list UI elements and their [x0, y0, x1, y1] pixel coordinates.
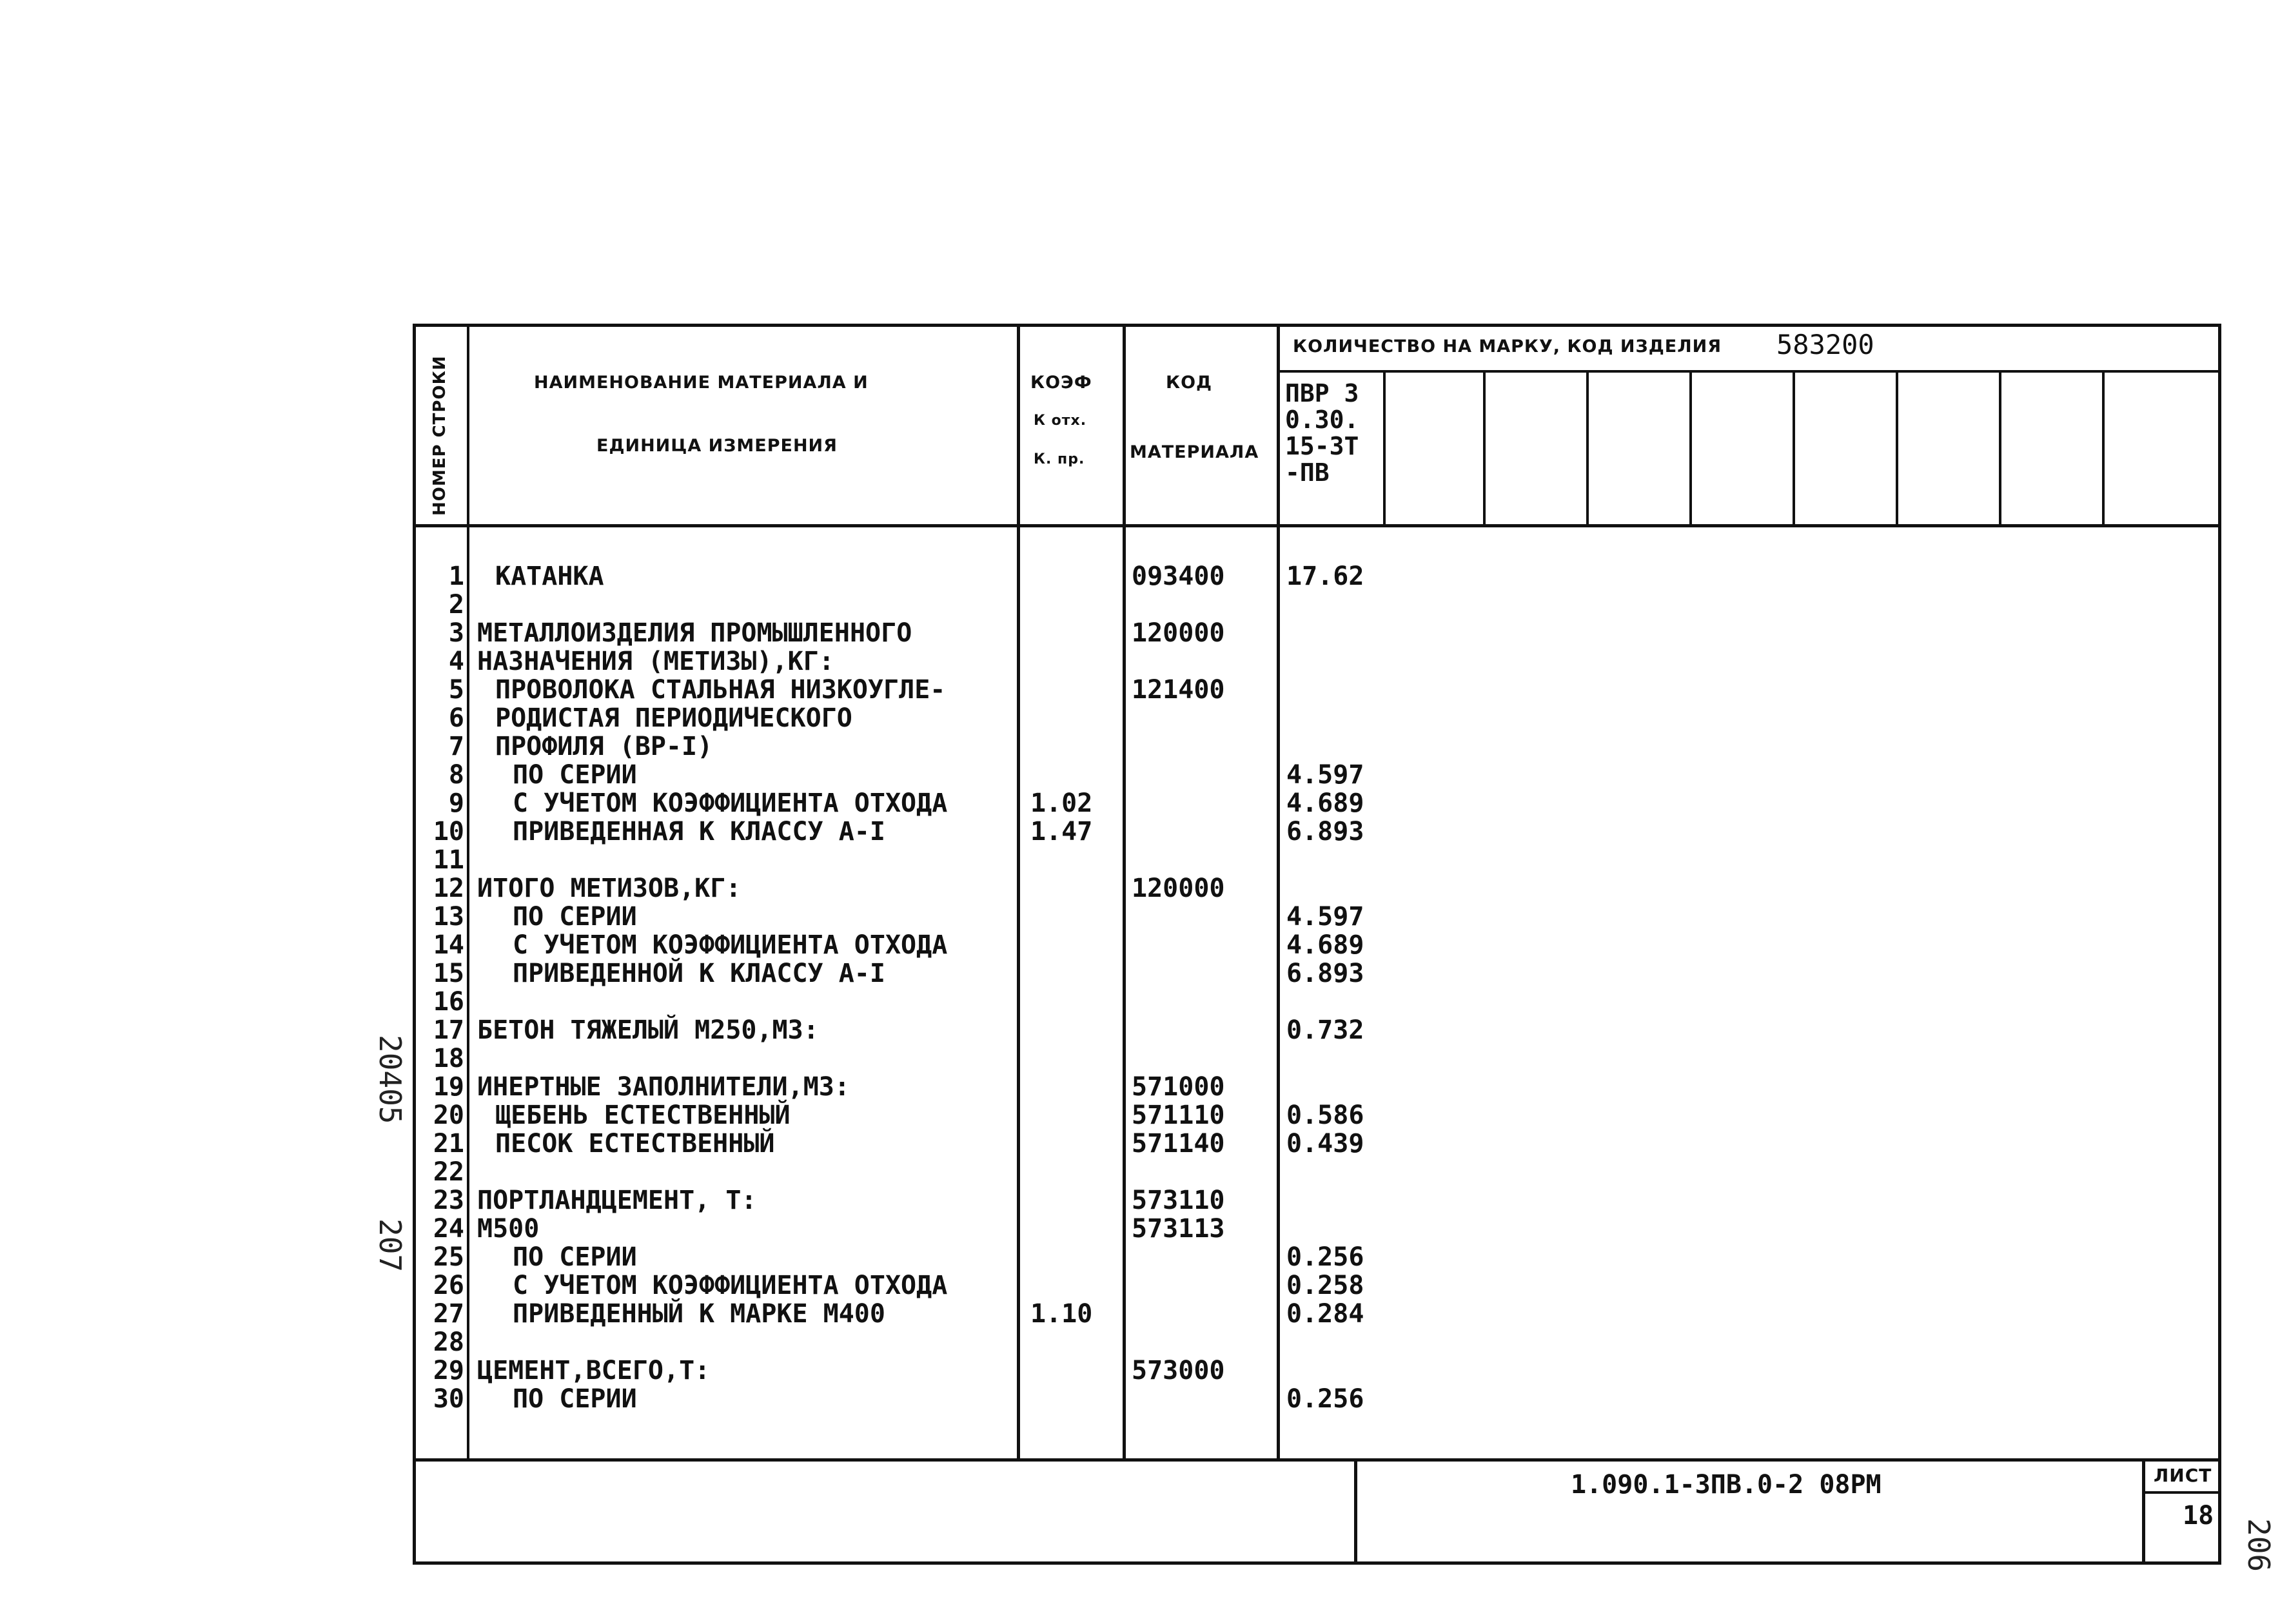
row-number: 5 — [448, 675, 464, 705]
row-number: 12 — [433, 874, 464, 903]
row-number: 26 — [433, 1271, 464, 1300]
sheet-label-line — [2142, 1491, 2220, 1494]
quantity-value: 0.586 — [1286, 1101, 1364, 1130]
quantity-value: 0.256 — [1286, 1384, 1364, 1414]
frame-top — [413, 324, 2221, 327]
material-name: ПРИВЕДЕННАЯ К КЛАССУ А-I — [513, 817, 885, 846]
product-code: 583200 — [1776, 329, 1874, 360]
row-number: 6 — [448, 703, 464, 733]
col-sep-code — [1277, 324, 1280, 1460]
quantity-value: 17.62 — [1286, 562, 1364, 591]
qty-subcol-8 — [2102, 370, 2105, 526]
row-number: 16 — [433, 987, 464, 1017]
sheet-label: ЛИСТ — [2154, 1465, 2212, 1486]
quantity-value: 4.689 — [1286, 930, 1364, 960]
row-number: 29 — [433, 1356, 464, 1385]
coef-header-line1: КОЭФ — [1030, 373, 1092, 393]
row-number: 13 — [433, 902, 464, 932]
coefficient: 1.10 — [1030, 1299, 1093, 1329]
qty-subcol-7 — [1999, 370, 2001, 526]
material-name: ИНЕРТНЫЕ ЗАПОЛНИТЕЛИ,М3: — [477, 1072, 850, 1102]
row-number: 15 — [433, 959, 464, 988]
material-name: ПОРТЛАНДЦЕМЕНТ, Т: — [477, 1186, 757, 1215]
qty-subcol-3 — [1586, 370, 1589, 526]
mark-code-line: 15-3Т — [1285, 432, 1359, 460]
material-code: 573000 — [1132, 1356, 1225, 1385]
row-number: 20 — [433, 1101, 464, 1130]
row-number: 8 — [448, 760, 464, 790]
row-number: 4 — [448, 647, 464, 676]
row-number: 11 — [433, 845, 464, 875]
material-code: 093400 — [1132, 562, 1225, 591]
material-code: 571140 — [1132, 1129, 1225, 1159]
col-sep-coef — [1123, 324, 1126, 1460]
archive-number: 20405 — [373, 1035, 408, 1124]
material-name: ЦЕМЕНТ,ВСЕГО,Т: — [477, 1356, 711, 1385]
page-number-left: 207 — [373, 1218, 408, 1273]
material-code: 573110 — [1132, 1186, 1225, 1215]
coefficient: 1.02 — [1030, 788, 1093, 818]
material-name: ЩЕБЕНЬ ЕСТЕСТВЕННЫЙ — [495, 1101, 791, 1130]
row-number: 18 — [433, 1044, 464, 1073]
material-name: ПРОФИЛЯ (ВР-I) — [495, 732, 713, 761]
material-name: С УЧЕТОМ КОЭФФИЦИЕНТА ОТХОДА — [513, 788, 948, 818]
material-code: 571000 — [1132, 1072, 1225, 1102]
row-number: 22 — [433, 1157, 464, 1187]
document-code: 1.090.1-3ПВ.0-2 08РМ — [1571, 1470, 1882, 1500]
material-name: ИТОГО МЕТИЗОВ,КГ: — [477, 874, 742, 903]
code-header-line2: МАТЕРИАЛА — [1130, 442, 1259, 462]
qty-subcol-2 — [1483, 370, 1486, 526]
quantity-value: 4.597 — [1286, 760, 1364, 790]
coef-header-line3: К. пр. — [1034, 451, 1085, 467]
row-number: 10 — [433, 817, 464, 846]
col-sep-rownum — [467, 324, 469, 1460]
sheet-number: 18 — [2183, 1501, 2214, 1531]
row-number: 9 — [448, 788, 464, 818]
quantity-value: 0.256 — [1286, 1242, 1364, 1272]
qty-subcol-5 — [1793, 370, 1795, 526]
code-header-line1: КОД — [1166, 373, 1213, 393]
coef-header-line2: К отх. — [1034, 413, 1087, 429]
frame-bottom — [413, 1561, 2221, 1565]
quantity-header: КОЛИЧЕСТВО НА МАРКУ, КОД ИЗДЕЛИЯ — [1293, 337, 1722, 357]
row-number: 28 — [433, 1327, 464, 1357]
header-divider — [413, 524, 2221, 527]
material-name: ПРОВОЛОКА СТАЛЬНАЯ НИЗКОУГЛЕ- — [495, 675, 946, 705]
row-number: 19 — [433, 1072, 464, 1102]
material-name: ПЕСОК ЕСТЕСТВЕННЫЙ — [495, 1129, 775, 1159]
coefficient: 1.47 — [1030, 817, 1093, 846]
page-number-right: 206 — [2241, 1518, 2276, 1572]
row-number: 17 — [433, 1015, 464, 1045]
material-name: ПРИВЕДЕННЫЙ К МАРКЕ М400 — [513, 1299, 885, 1329]
quantity-value: 6.893 — [1286, 959, 1364, 988]
material-name: С УЧЕТОМ КОЭФФИЦИЕНТА ОТХОДА — [513, 930, 948, 960]
stamp-divider-left — [1354, 1458, 1357, 1563]
table-bottom-line — [413, 1458, 2221, 1462]
row-number: 24 — [433, 1214, 464, 1244]
material-name: ПО СЕРИИ — [513, 760, 637, 790]
material-code: 573113 — [1132, 1214, 1225, 1244]
quantity-value: 0.284 — [1286, 1299, 1364, 1329]
row-number: 7 — [448, 732, 464, 761]
name-header-line2: ЕДИНИЦА ИЗМЕРЕНИЯ — [596, 436, 838, 456]
material-name: ПО СЕРИИ — [513, 1384, 637, 1414]
material-name: РОДИСТАЯ ПЕРИОДИЧЕСКОГО — [495, 703, 852, 733]
row-number: 3 — [448, 618, 464, 648]
quantity-value: 0.258 — [1286, 1271, 1364, 1300]
qty-subcol-4 — [1689, 370, 1692, 526]
mark-code — [1285, 380, 1359, 486]
material-name: М500 — [477, 1214, 540, 1244]
mark-code-line: 0.30. — [1285, 406, 1359, 434]
mark-code-line: ПВР 3 — [1285, 379, 1359, 407]
material-name: С УЧЕТОМ КОЭФФИЦИЕНТА ОТХОДА — [513, 1271, 948, 1300]
material-name: НАЗНАЧЕНИЯ (МЕТИЗЫ),КГ: — [477, 647, 834, 676]
material-name: ПРИВЕДЕННОЙ К КЛАССУ А-I — [513, 959, 885, 988]
stamp-divider-sheet — [2142, 1458, 2145, 1563]
row-number: 14 — [433, 930, 464, 960]
material-name: ПО СЕРИИ — [513, 1242, 637, 1272]
row-number: 25 — [433, 1242, 464, 1272]
material-name: КАТАНКА — [495, 562, 604, 591]
material-code: 121400 — [1132, 675, 1225, 705]
material-code: 571110 — [1132, 1101, 1225, 1130]
row-number-header: НОМЕР СТРОКИ — [430, 355, 449, 516]
material-code: 120000 — [1132, 874, 1225, 903]
mark-code-line: -ПВ — [1285, 458, 1330, 487]
name-header-line1: НАИМЕНОВАНИЕ МАТЕРИАЛА И — [534, 373, 869, 393]
qty-subcol-1 — [1383, 370, 1386, 526]
quantity-header-divider — [1280, 370, 2221, 373]
col-sep-name — [1017, 324, 1020, 1460]
row-number: 1 — [448, 562, 464, 591]
quantity-value: 6.893 — [1286, 817, 1364, 846]
row-number: 2 — [448, 590, 464, 620]
material-code: 120000 — [1132, 618, 1225, 648]
material-name: ПО СЕРИИ — [513, 902, 637, 932]
quantity-value: 4.597 — [1286, 902, 1364, 932]
row-number: 30 — [433, 1384, 464, 1414]
row-number: 27 — [433, 1299, 464, 1329]
quantity-value: 0.439 — [1286, 1129, 1364, 1159]
material-name: МЕТАЛЛОИЗДЕЛИЯ ПРОМЫШЛЕННОГО — [477, 618, 912, 648]
row-number: 21 — [433, 1129, 464, 1159]
quantity-value: 0.732 — [1286, 1015, 1364, 1045]
quantity-value: 4.689 — [1286, 788, 1364, 818]
qty-subcol-6 — [1896, 370, 1898, 526]
frame-right — [2218, 324, 2221, 1565]
row-number: 23 — [433, 1186, 464, 1215]
material-name: БЕТОН ТЯЖЕЛЫЙ М250,М3: — [477, 1015, 819, 1045]
